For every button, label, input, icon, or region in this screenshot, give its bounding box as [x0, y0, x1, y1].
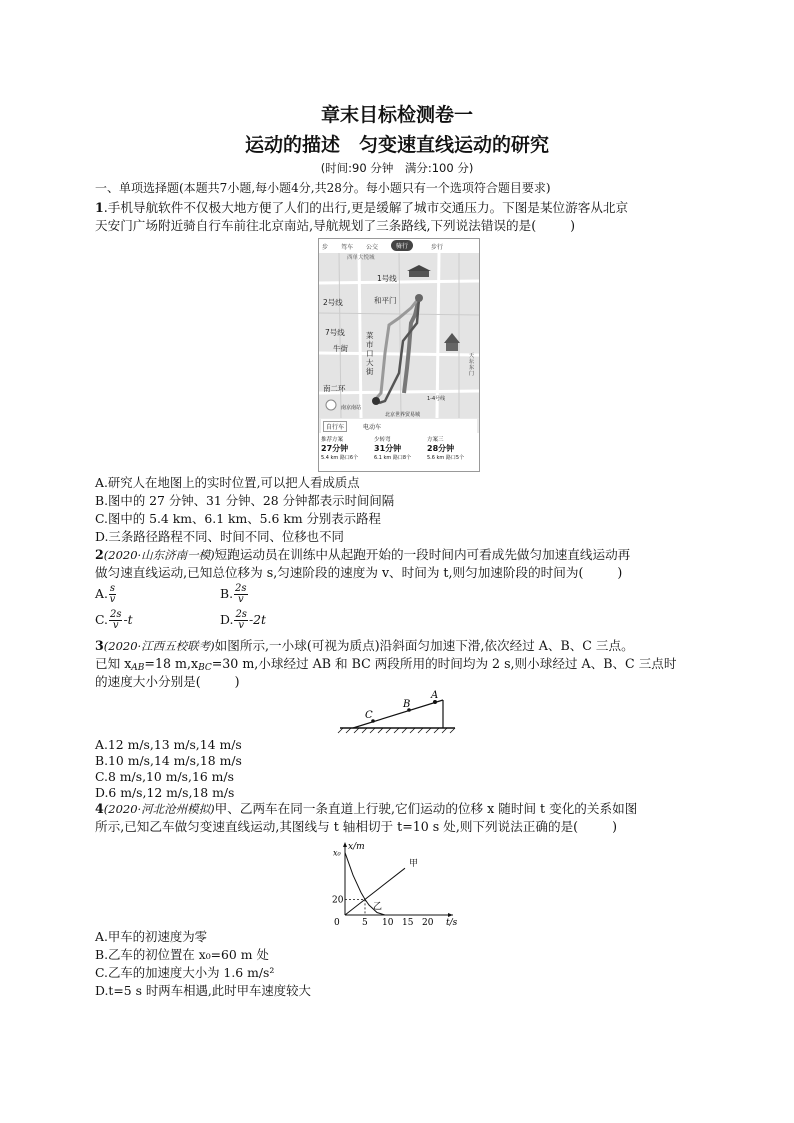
q1-text-2: 天安门广场附近骑自行车前往北京南站,导航规划了三条路线,下列说法错误的是( — [95, 218, 537, 233]
q3-text-2a: 已知 x — [95, 656, 132, 671]
q2-option-d-den: v — [238, 620, 245, 631]
route-plan-2-time: 31分钟 — [374, 444, 402, 453]
q1-line1 — [95, 199, 628, 216]
q3-number: 3 — [95, 638, 104, 653]
q3-sub-bc: BC — [198, 663, 212, 673]
route-plan-3[interactable] — [427, 435, 479, 461]
label-a: A — [431, 690, 439, 701]
q1-option-c[interactable]: C.图中的 5.4 km、6.1 km、5.6 km 分别表示路程 — [95, 511, 381, 526]
map-label-niujie: 牛街 — [333, 344, 348, 353]
q1-option-d[interactable]: D.三条路径路程不同、时间不同、位移也不同 — [95, 529, 344, 544]
q1-number: 1 — [95, 200, 104, 215]
q4-option-a[interactable]: A.甲车的初速度为零 — [95, 929, 208, 944]
q1-paren: ) — [570, 218, 576, 233]
q2-option-c[interactable] — [95, 610, 133, 631]
page-title: 章末目标检测卷一 — [320, 104, 473, 126]
q2-option-a-den: v — [109, 594, 116, 605]
q4-text-2: 所示,已知乙车做匀变速直线运动,其图线与 t 轴相切于 t=10 s 处,则下列说法正确的是( — [95, 819, 579, 834]
xt-graph — [325, 838, 475, 930]
map-label-line1: 1号线 — [377, 274, 397, 283]
q2-text-2: 做匀速直线运动,已知总位移为 s,匀速阶段的速度为 v、时间为 t,则匀加速阶段的时间为( — [95, 565, 584, 580]
y-tick-label-20: 20 — [332, 895, 344, 906]
map-label-top: 西单大悦城 — [347, 255, 375, 261]
map-labels — [319, 253, 479, 418]
map-mode-bar — [321, 419, 477, 433]
route-plan-2-detail: 6.1 km 路口8个 — [374, 455, 412, 461]
q3-text-3: 的速度大小分别是( — [95, 674, 201, 689]
label-c: C — [365, 710, 373, 721]
map-tab-drive[interactable]: 驾车 — [341, 244, 354, 251]
series-label-jia: 甲 — [409, 858, 419, 869]
map-label-line2: 2号线 — [323, 298, 343, 307]
q2-option-a-num: s — [109, 583, 116, 594]
q2-option-d-num: 2s — [235, 609, 247, 620]
map-label-tiantan: 天坛东门 — [469, 353, 475, 377]
q2-option-a-label: A. — [95, 586, 108, 601]
x-tick-label-20: 20 — [422, 918, 434, 928]
q4-option-b[interactable]: B.乙车的初位置在 x₀=60 m 处 — [95, 947, 269, 962]
navigation-map — [318, 238, 480, 472]
q1-text: .手机导航软件不仅极大地方便了人们的出行,更是缓解了城市交通压力。下图是某位游客从北京 — [103, 200, 629, 215]
q2-option-c-frac — [109, 610, 123, 631]
q2-option-a[interactable] — [95, 584, 117, 605]
map-tab-bar — [319, 239, 479, 253]
q3-paren: ) — [234, 674, 240, 689]
map-label-hepingmen: 和平门 — [374, 296, 397, 305]
q3-sub-ab: AB — [131, 663, 145, 673]
route-plan-3-time: 28分钟 — [427, 444, 455, 453]
q2-line2 — [95, 564, 622, 581]
q2-option-c-label: C. — [95, 612, 108, 627]
map-label-road: 1-4号线 — [427, 396, 446, 402]
q1-line2 — [95, 217, 575, 234]
q2-option-b-label: B. — [220, 586, 234, 601]
q3-option-b[interactable]: B.10 m/s,14 m/s,18 m/s — [95, 753, 242, 768]
q2-line1 — [95, 546, 630, 564]
y-axis-label: x/m — [348, 842, 365, 852]
q2-source: (2020·山东济南一模) — [103, 548, 215, 562]
y-axis-arrow — [343, 842, 347, 847]
section-heading: 一、单项选择题(本题共7小题,每小题4分,共28分。每小题只有一个选项符合题目要求) — [95, 181, 551, 195]
q3-text: 如图所示,一小球(可视为质点)沿斜面匀加速下滑,依次经过 A、B、C 三点。 — [214, 638, 634, 653]
q3-text-2b: =18 m,x — [144, 656, 199, 671]
q4-paren: ) — [612, 819, 618, 834]
q4-number: 4 — [95, 801, 104, 816]
q2-option-a-frac — [109, 584, 116, 605]
series-label-yi: 乙 — [373, 901, 383, 912]
q3-option-a[interactable]: A.12 m/s,13 m/s,14 m/s — [95, 737, 242, 752]
q4-text: 甲、乙两车在同一条直道上行驶,它们运动的位移 x 随时间 t 变化的关系如图 — [214, 801, 638, 816]
map-tab-bike[interactable]: 骑行 — [391, 240, 413, 251]
map-label-ring: 南二环 — [323, 384, 346, 393]
route-plans — [319, 433, 479, 471]
x-tick-label-15: 15 — [402, 918, 414, 928]
q2-option-d-label: D. — [220, 612, 234, 627]
q1-option-b[interactable]: B.图中的 27 分钟、31 分钟、28 分钟都表示时间间隔 — [95, 493, 395, 508]
q2-option-b[interactable] — [220, 584, 249, 605]
map-label-caishikou: 菜市口大街 — [366, 331, 374, 376]
q2-option-c-den: v — [112, 620, 119, 631]
route-plan-1-name: 推荐方案 — [321, 437, 344, 443]
q4-option-d[interactable]: D.t=5 s 时两车相遇,此时甲车速度较大 — [95, 983, 311, 998]
q3-line3 — [95, 673, 240, 690]
q2-option-d-frac — [234, 610, 248, 631]
map-tab-bus[interactable]: 公交 — [366, 244, 379, 251]
map-tab-0[interactable]: 步 — [322, 244, 329, 251]
x-tick-label-0: 0 — [334, 918, 340, 928]
bike-mode-button[interactable]: 自行车 — [323, 421, 347, 432]
q2-number: 2 — [95, 547, 104, 562]
label-b: B — [403, 699, 411, 710]
q3-option-d[interactable]: D.6 m/s,12 m/s,18 m/s — [95, 785, 235, 800]
route-plan-3-detail: 5.6 km 路口5个 — [427, 455, 465, 461]
q3-text-2c: =30 m,小球经过 AB 和 BC 两段所用的时间均为 2 s,则小球经过 A、B、C 三点时 — [211, 656, 677, 671]
q3-line1 — [95, 637, 634, 655]
q3-source: (2020·江西五校联考) — [103, 639, 215, 653]
y-tick-label-x0: x₀ — [333, 848, 341, 858]
exam-meta: (时间:90 分钟 满分:100 分) — [320, 161, 474, 175]
q4-source: (2020·河北沧州模拟) — [103, 802, 215, 816]
map-tab-walk[interactable]: 步行 — [431, 244, 444, 251]
map-label-bottom1: 南京南站 — [341, 405, 362, 411]
q2-option-b-den: v — [237, 594, 244, 605]
route-plan-2[interactable] — [374, 435, 426, 461]
route-plan-3-name: 方案三 — [427, 437, 444, 443]
x-axis-arrow — [448, 913, 453, 917]
incline-figure — [335, 688, 460, 734]
x-axis-label: t/s — [446, 918, 458, 928]
q2-option-c-tail: -t — [123, 612, 133, 627]
route-plan-2-name: 少转弯 — [374, 437, 391, 443]
q1-option-a[interactable]: A.研究人在地图上的实时位置,可以把人看成质点 — [95, 475, 360, 490]
q4-option-c[interactable]: C.乙车的加速度大小为 1.6 m/s² — [95, 965, 275, 980]
q2-option-c-num: 2s — [109, 609, 122, 620]
route-plan-1[interactable] — [321, 435, 373, 461]
q2-text: 短跑运动员在训练中从起跑开始的一段时间内可看成先做匀加速直线运动再 — [214, 547, 631, 562]
q2-paren: ) — [617, 565, 623, 580]
x-tick-label-5: 5 — [362, 918, 368, 928]
q2-option-d-tail: -2t — [248, 612, 266, 627]
route-plan-1-time: 27分钟 — [321, 444, 349, 453]
q2-option-b-num: 2s — [235, 583, 247, 594]
q4-line1 — [95, 800, 637, 818]
ebike-mode-button[interactable]: 电动车 — [363, 424, 382, 431]
q2-option-b-frac — [234, 584, 248, 605]
x-tick-label-10: 10 — [382, 918, 394, 928]
route-plan-1-detail: 5.4 km 路口6个 — [321, 455, 359, 461]
map-label-bottom2: 北京世界贸易城 — [385, 412, 421, 418]
q3-option-c[interactable]: C.8 m/s,10 m/s,16 m/s — [95, 769, 234, 784]
page-subtitle: 运动的描述 匀变速直线运动的研究 — [244, 134, 549, 156]
map-label-line7: 7号线 — [325, 328, 345, 337]
q2-option-d[interactable] — [220, 610, 266, 631]
q4-line2 — [95, 818, 617, 835]
